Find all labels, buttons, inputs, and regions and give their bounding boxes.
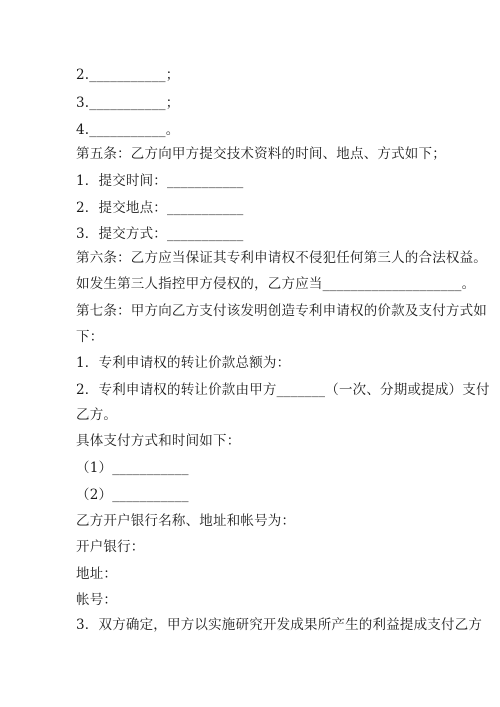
payment-item-1: （1）___________ bbox=[76, 460, 189, 476]
clause-item-2: 2.___________； bbox=[76, 67, 180, 83]
submit-time-field: 1．提交时间：___________ bbox=[76, 173, 244, 189]
clause-item-3: 3.___________； bbox=[76, 95, 180, 111]
article-7-continued: 下： bbox=[76, 329, 104, 345]
bank-name-field: 开户银行： bbox=[76, 539, 145, 555]
article-7-heading: 第七条：甲方向乙方支付该发明创造专利申请权的价款及支付方式如 bbox=[76, 303, 487, 319]
clause-item-4: 4.___________。 bbox=[76, 122, 180, 138]
article-6-text: 第六条：乙方应当保证其专利申请权不侵犯任何第三人的合法权益。 bbox=[76, 250, 487, 266]
payment-schedule-heading: 具体支付方式和时间如下： bbox=[76, 433, 241, 449]
bank-address-field: 地址： bbox=[76, 566, 118, 582]
submit-place-field: 2．提交地点：___________ bbox=[76, 200, 244, 216]
bank-info-heading: 乙方开户银行名称、地址和帐号为： bbox=[76, 513, 296, 529]
royalty-clause-text: 3．双方确定，甲方以实施研究开发成果所产生的利益提成支付乙方 bbox=[76, 617, 483, 633]
submit-method-field: 3．提交方式：___________ bbox=[76, 226, 244, 242]
total-price-field: 1．专利申请权的转让价款总额为： bbox=[76, 355, 291, 371]
payment-method-cont: 乙方。 bbox=[76, 407, 118, 423]
payment-method-text: 2．专利申请权的转让价款由甲方_______（一次、分期或提成）支付 bbox=[76, 382, 490, 398]
article-5-heading: 第五条：乙方向甲方提交技术资料的时间、地点、方式如下； bbox=[76, 146, 446, 162]
bank-account-field: 帐号： bbox=[76, 592, 118, 608]
article-6-continued: 如发生第三人指控甲方侵权的，乙方应当____________________。 bbox=[76, 276, 476, 292]
payment-item-2: （2）___________ bbox=[76, 487, 189, 503]
